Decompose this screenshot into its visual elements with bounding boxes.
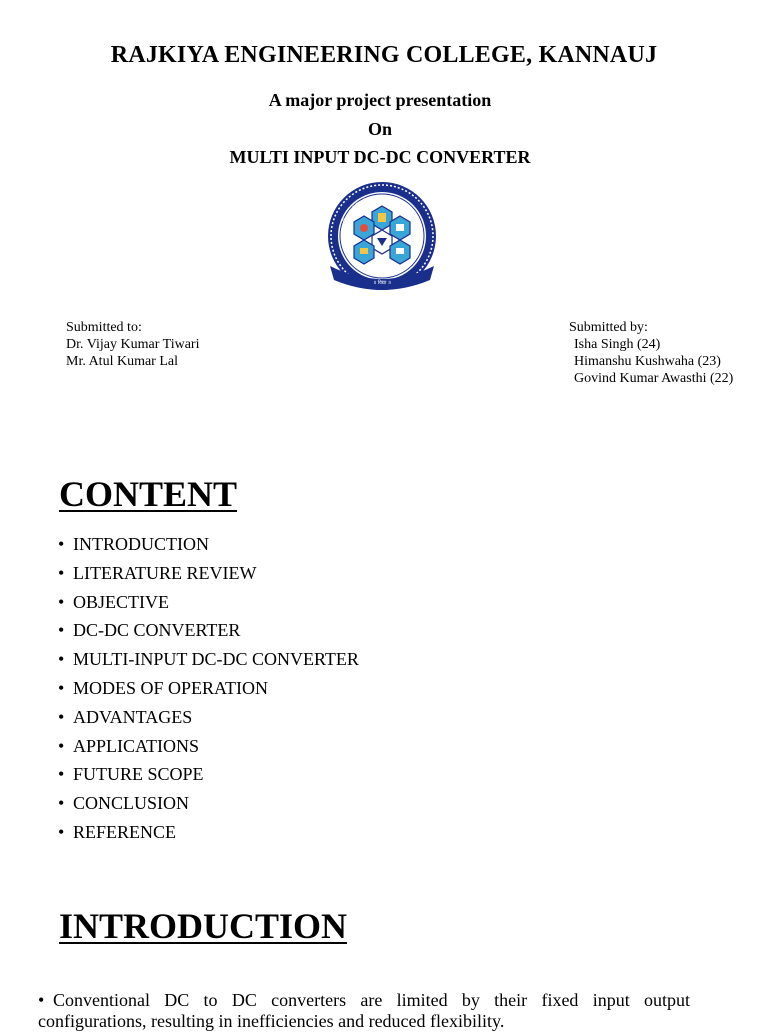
list-item: • LITERATURE REVIEW: [58, 562, 257, 583]
introduction-heading: INTRODUCTION: [59, 906, 348, 946]
supervisor-name: Dr. Vijay Kumar Tiwari: [66, 337, 200, 352]
project-title: MULTI INPUT DC-DC CONVERTER: [229, 147, 531, 167]
college-title: RAJKIYA ENGINEERING COLLEGE, KANNAUJ: [110, 42, 658, 68]
submitted-by-label: Submitted by:: [569, 320, 648, 335]
list-item: • MULTI-INPUT DC-DC CONVERTER: [58, 649, 359, 670]
student-name: Himanshu Kushwaha (23): [574, 354, 721, 369]
list-item: • FUTURE SCOPE: [58, 764, 204, 785]
content-list: [58, 532, 359, 849]
submitted-by-block: [569, 319, 733, 387]
college-emblem-icon: [326, 180, 438, 294]
submitted-to-label: Submitted to:: [66, 320, 142, 335]
submitted-to-block: [66, 319, 199, 370]
emblem-ring-text-top: राजकीय इंजीनियरिंग कॉलेज कन्नौज: [339, 194, 406, 234]
list-item: • INTRODUCTION: [58, 534, 209, 554]
emblem-ribbon-text: ॥ विद्या ॥: [373, 280, 391, 286]
list-item: • CONCLUSION: [58, 793, 190, 814]
presentation-line: A major project presentation: [268, 90, 492, 110]
student-name: Isha Singh (24): [574, 337, 661, 352]
list-item: • MODES OF OPERATION: [58, 677, 269, 698]
introduction-paragraph: • Conventional DC to DC converters are limited by their fixed input output configurations, resulting in inefficiencies and reduced flexibility.: [38, 990, 690, 1031]
list-item: • OBJECTIVE: [58, 591, 169, 612]
student-name: Govind Kumar Awasthi (22): [574, 371, 734, 386]
supervisor-name: Mr. Atul Kumar Lal: [66, 354, 178, 369]
on-line: On: [367, 119, 392, 139]
bullet-icon: •: [38, 990, 45, 1010]
list-item: • APPLICATIONS: [58, 735, 200, 756]
list-item: • DC-DC CONVERTER: [58, 620, 241, 641]
content-heading: CONTENT: [59, 474, 238, 514]
list-item: • REFERENCE: [58, 821, 177, 842]
list-item: • ADVANTAGES: [58, 706, 193, 727]
